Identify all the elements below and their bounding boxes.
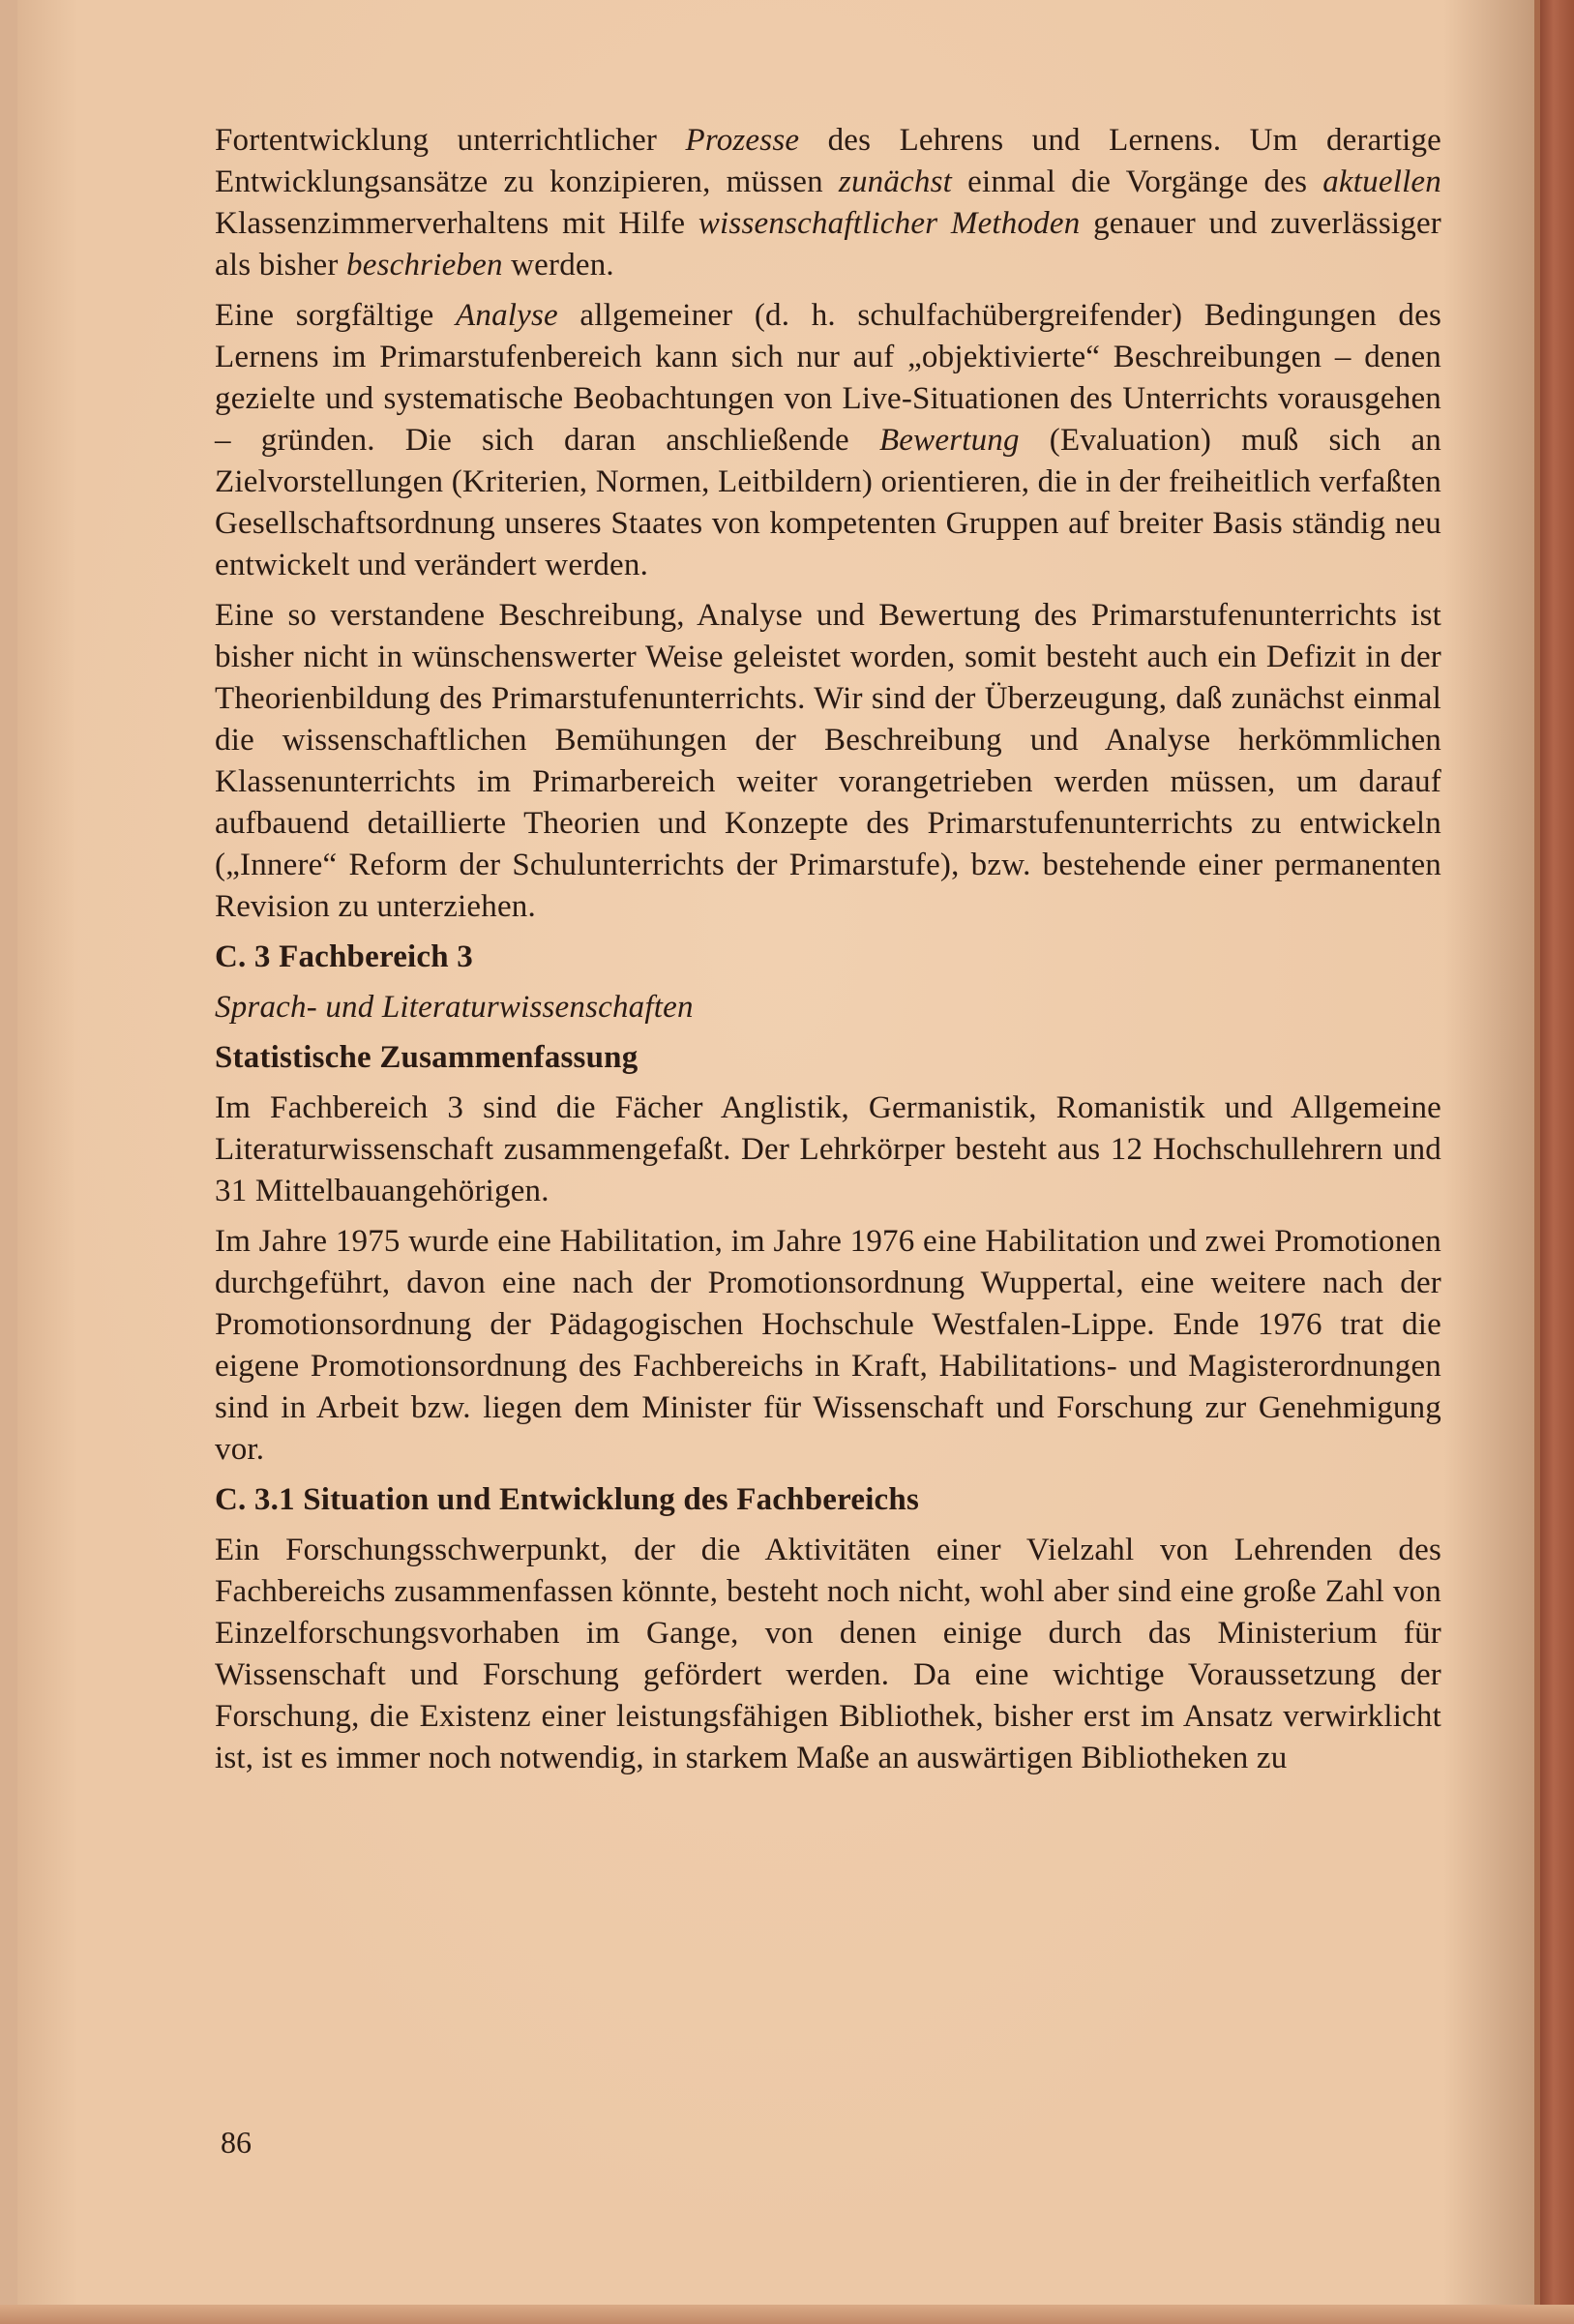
book-binding: [1540, 0, 1574, 2324]
text-run: werden.: [502, 248, 614, 283]
text-run: des Lehrens und Lernens. Um derartige Entwicklungsansätze zu konzipieren, müssen: [215, 123, 1441, 199]
italic-emphasis: Bewertung: [878, 423, 1020, 458]
page-bottom-edge: [0, 2305, 1574, 2324]
section-subtitle: Sprach- und Literaturwissenschaften: [215, 990, 694, 1025]
italic-emphasis: zunächst: [838, 164, 953, 199]
text-run: allgemeiner (d. h. schulfachübergreifender) Bedingungen des Lernens im Primarstufenbereich kann sich nur auf „objektivierte“ Beschreibungen – denen gezielte und systematische Beobachtungen von Live-Situationen des Unterrichts vorausgehen – gründen. Die sich daran anschließende: [215, 298, 1441, 458]
text-run: Klassenzimmerverhaltens mit Hilfe: [215, 206, 698, 241]
paragraph-c31: Ein Forschungsschwerpunkt, der die Aktivitäten einer Vielzahl von Lehrenden des Fachbereichs zusammenfassen könnte, besteht noch nicht, wohl aber sind eine große Zahl von Einzelforschungsvorhaben im Gange, von denen einige durch das Ministerium für Wissenschaft und Forschung gefördert werden. Da eine wichtige Voraussetzung der Forschung, die Existenz einer leistungsfähigen Bibliothek, bisher erst im Ansatz verwirklicht ist, ist es immer noch notwendig, in starkem Maße an auswärtigen Bibliotheken zu: [215, 1533, 1441, 1775]
section-heading-c31: C. 3.1 Situation und Entwicklung des Fachbereichs: [215, 1482, 920, 1517]
italic-emphasis: Analyse: [456, 298, 558, 333]
text-run: Fortentwicklung unterrichtlicher: [215, 123, 686, 158]
text-run: einmal die Vorgänge des: [952, 164, 1323, 199]
paragraph-c3-1: Im Fachbereich 3 sind die Fächer Anglistik, Germanistik, Romanistik und Allgemeine Literaturwissenschaft zusammengefaßt. Der Lehrkörper besteht aus 12 Hochschullehrern und 31 Mittelbauangehörigen.: [215, 1090, 1441, 1208]
text-run: Eine so verstandene Beschreibung, Analyse und Bewertung des Primarstufenunterrichts ist bisher nicht in wünschenswerter Weise geleistet worden, somit besteht auch ein Defizit in der Theorienbildung des Primarstufenunterrichts. Wir sind der Überzeugung, daß zunächst einmal die wissenschaftlichen Bemühungen der Beschreibung und Analyse herkömmlichen Klassenunterrichts im Primarbereich weiter vorangetrieben werden müssen, um darauf aufbauend detaillierte Theorien und Konzepte des Primarstufenunterrichts zu entwickeln („Innere“ Reform der Schulunterrichts der Primarstufe), bzw. bestehende einer permanenten Revision zu unterziehen.: [215, 598, 1441, 924]
italic-emphasis: aktuellen: [1322, 164, 1441, 199]
paragraph-3: [215, 595, 1441, 928]
section-heading-c3: C. 3 Fachbereich 3: [215, 939, 473, 974]
page-number: 86: [221, 2125, 252, 2160]
paragraph-c3-2: Im Jahre 1975 wurde eine Habilitation, im Jahre 1976 eine Habilitation und zwei Promotionen durchgeführt, davon eine nach der Promotionsordnung Wuppertal, eine weitere nach der Promotionsordnung der Pädagogischen Hochschule Westfalen-Lippe. Ende 1976 trat die eigene Promotionsordnung des Fachbereichs in Kraft, Habilitations- und Magisterordnungen sind in Arbeit bzw. liegen dem Minister für Wissenschaft und Forschung zur Genehmigung vor.: [215, 1224, 1441, 1467]
text-run: (Evaluation) muß sich an Zielvorstellungen (Kriterien, Normen, Leitbildern) orientieren, die in der freiheitlich verfaßten Gesellschaftsordnung unseres Staates von kompetenten Gruppen auf breiter Basis ständig neu entwickelt und verändert werden.: [215, 423, 1441, 582]
paragraph-2: [215, 295, 1441, 586]
paragraph-1: [215, 120, 1441, 286]
italic-emphasis: wissenschaftlicher Methoden: [698, 206, 1081, 241]
text-run: Eine sorgfältige: [215, 298, 457, 333]
statistics-heading: Statistische Zusammenfassung: [215, 1040, 639, 1075]
text-run: genauer und zuverlässiger als bisher: [215, 206, 1441, 283]
page-text: [215, 120, 1441, 1788]
italic-emphasis: Prozesse: [685, 123, 800, 158]
italic-emphasis: beschrieben: [346, 248, 503, 283]
